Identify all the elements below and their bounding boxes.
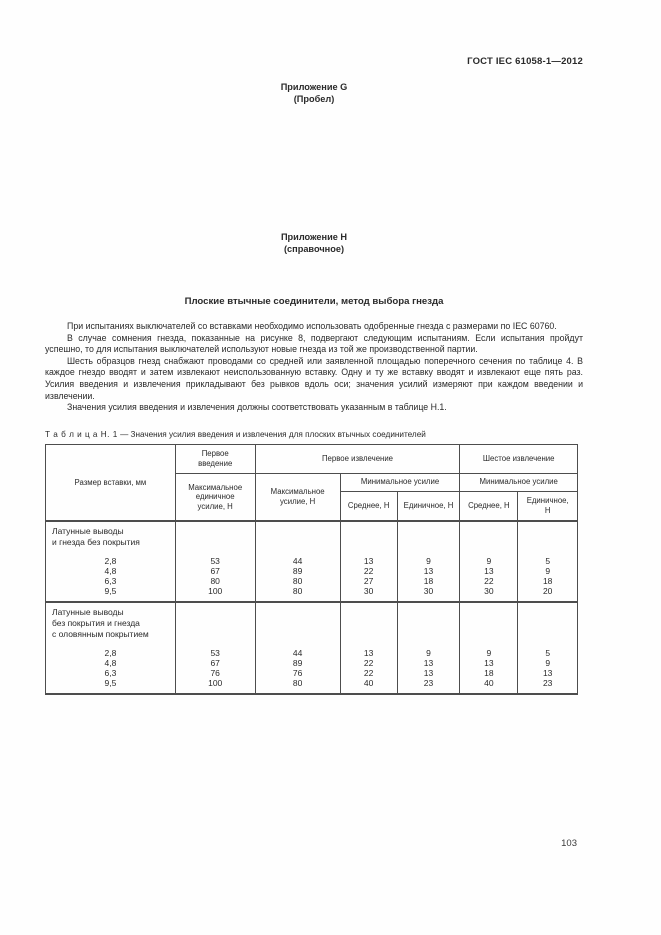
header-first-withdrawal: Первое извлечение: [255, 444, 460, 473]
force-value-cell: 44 89 76 80: [255, 602, 340, 694]
table-caption: [45, 429, 583, 440]
standard-number: ГОСТ IEC 61058-1—2012: [467, 56, 583, 67]
force-table: [45, 444, 578, 696]
force-value-cell: 13 22 27 30: [340, 521, 397, 602]
force-value-cell: 9 13 18 30: [397, 521, 460, 602]
table-section-row: [46, 602, 578, 694]
header-avg-sixth: Среднее, Н: [460, 491, 518, 521]
force-value-cell: 44 89 80 80: [255, 521, 340, 602]
section-size-cell: [46, 602, 176, 694]
header-sixth-withdrawal: Шестое извлечение: [460, 444, 578, 473]
header-max-force: Максимальное усилие, Н: [255, 473, 340, 521]
appendix-h-subtitle: (справочное): [283, 244, 344, 254]
size-values: 2,8 4,8 6,3 9,5: [104, 556, 117, 597]
header-min-force-sixth: Минимальное усилие: [460, 473, 578, 491]
section-label: Латунные выводы без покрытия и гнезда с оловянным покрытием: [52, 607, 149, 640]
force-value-cell: 9 13 18 40: [460, 602, 518, 694]
table-header: [46, 444, 578, 521]
page-content: [45, 0, 583, 695]
force-value-cell: 53 67 76 100: [175, 602, 255, 694]
doc-header: [45, 0, 583, 68]
force-value-cell: 9 13 13 23: [397, 602, 460, 694]
appendix-g-block: [45, 81, 583, 105]
force-value-cell: 5 9 13 23: [518, 602, 578, 694]
header-first-insertion: Первое введение: [175, 444, 255, 473]
body-paragraph: В случае сомнения гнезда, показанные на рисунке 8, подвергают следующим испытаниям. Если испытания пройдут успешно, то для испытания выключателей используют новые гнезда из той же производственной партии.: [45, 332, 583, 355]
section-label: Латунные выводы и гнезда без покрытия: [52, 526, 140, 548]
header-max-single-force: Максимальное единичное усилие, Н: [175, 473, 255, 521]
force-value-cell: 13 22 22 40: [340, 602, 397, 694]
header-size-col: Размер вставки, мм: [46, 444, 176, 521]
table-section-row: [46, 521, 578, 602]
body-paragraph: При испытаниях выключателей со вставками необходимо использовать одобренные гнезда с размерами по IEC 60760.: [67, 321, 557, 331]
appendix-g-title: Приложение G: [280, 82, 348, 92]
table-caption-label: Т а б л и ц а Н. 1: [45, 429, 118, 439]
header-single-first: Единичное, Н: [397, 491, 460, 521]
appendix-g-subtitle: (Пробел): [293, 94, 335, 104]
force-value-cell: 9 13 22 30: [460, 521, 518, 602]
force-value-cell: 53 67 80 100: [175, 521, 255, 602]
size-values: 2,8 4,8 6,3 9,5: [104, 648, 117, 689]
table-caption-text: — Значения усилия введения и извлечения для плоских втычных соединителей: [120, 429, 426, 439]
body-paragraph: Значения усилия введения и извлечения должны соответствовать указанным в таблице Н.1.: [67, 402, 447, 413]
appendix-h-block: [45, 231, 583, 255]
section-size-cell: [46, 521, 176, 602]
header-min-force-first: Минимальное усилие: [340, 473, 460, 491]
table-body: [46, 521, 578, 694]
appendix-h-title: Приложение H: [280, 232, 348, 242]
body-paragraph: Шесть образцов гнезд снабжают проводами со средней или заявленной площадью поперечного сечения по таблице 4. В каждое гнездо вводят и затем извлекают неиспользованную вставку. Одну и ту же вставку вводят и извлекают еще пять раз. Усилия введения и извлечения прикладывают без рывков вдоль оси; значения усилий измеряют при каждом введении и извлечении.: [45, 355, 583, 401]
header-avg-first: Среднее, Н: [340, 491, 397, 521]
force-value-cell: 5 9 18 20: [518, 521, 578, 602]
page-number: 103: [561, 838, 577, 849]
header-single-sixth: Единичное, Н: [518, 491, 578, 521]
body-text: [45, 321, 583, 414]
section-heading: Плоские втычные соединители, метод выбора гнезда: [184, 296, 444, 307]
